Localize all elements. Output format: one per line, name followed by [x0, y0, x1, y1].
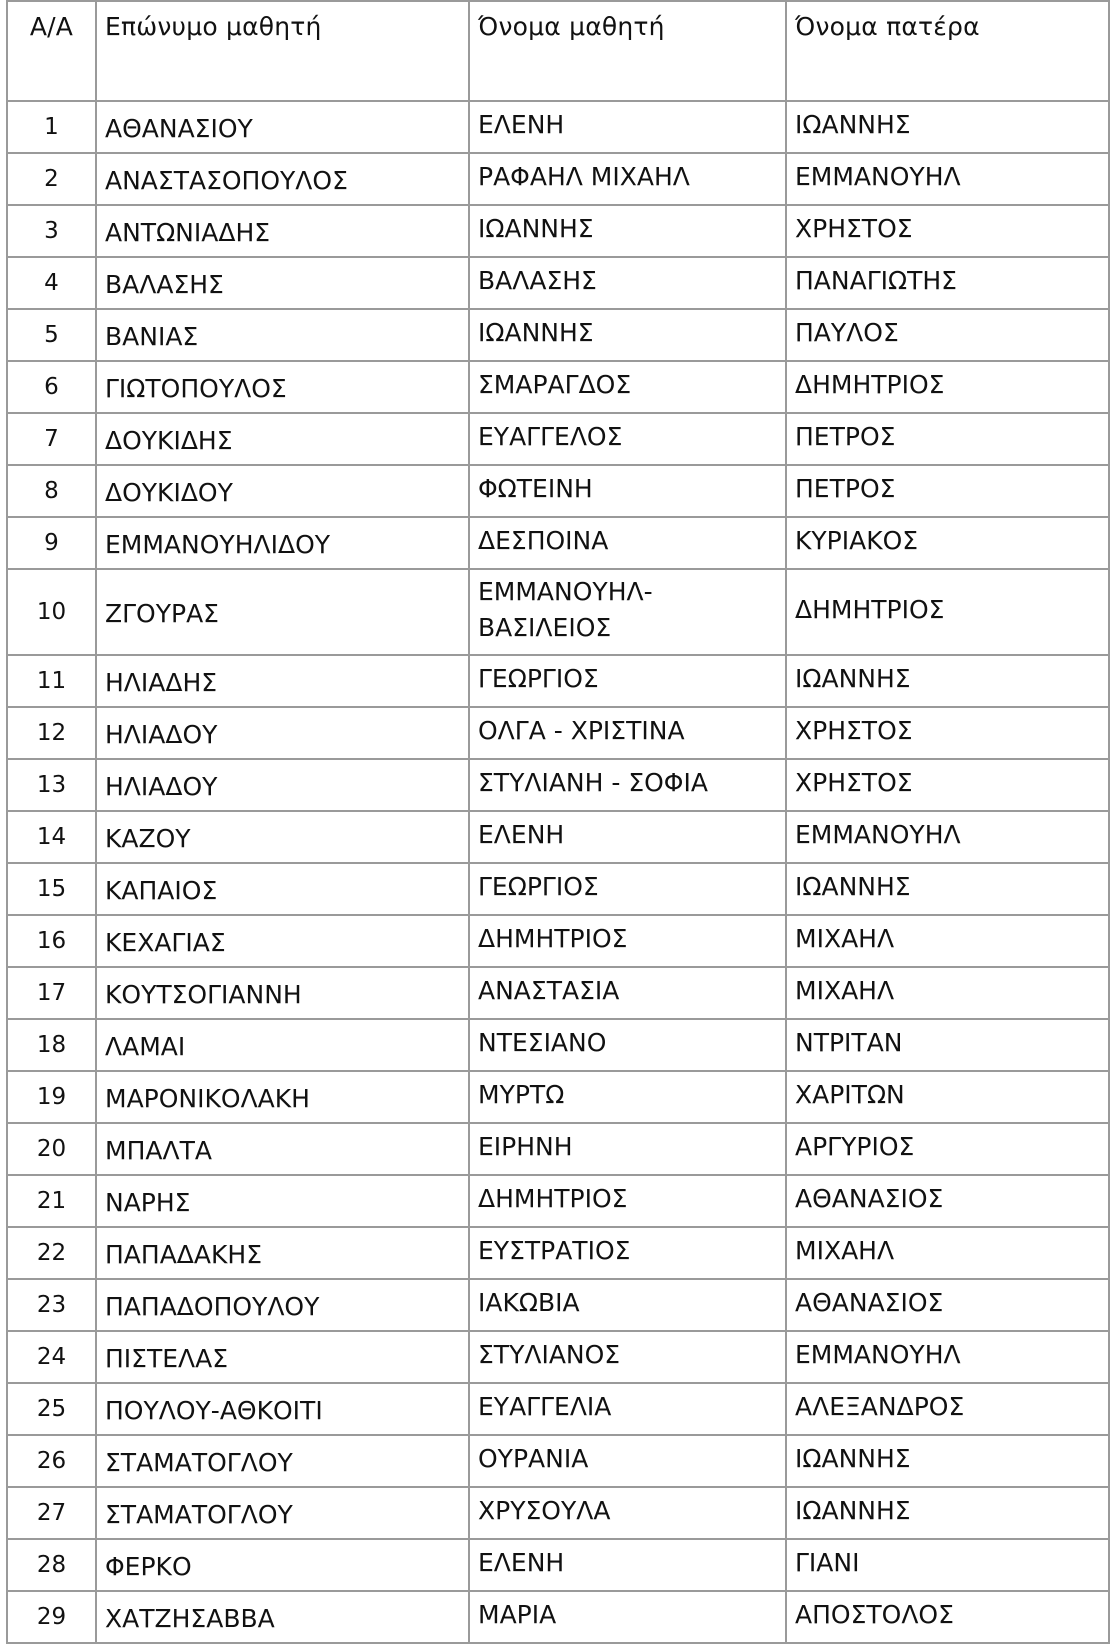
row-number: 24 — [36, 1344, 67, 1370]
row-surname-cell — [96, 915, 469, 967]
row-surname: ΣΤΑΜΑΤΟΓΛΟΥ — [105, 1500, 293, 1529]
row-surname: ΗΛΙΑΔΟΥ — [105, 720, 218, 749]
row-surname-cell — [96, 1539, 469, 1591]
row-father-name: ΑΛΕΞΑΝΔΡΟΣ — [795, 1392, 965, 1421]
row-name: ΣΜΑΡΑΓΔΟΣ — [478, 370, 632, 399]
row-name-cell — [469, 811, 786, 863]
row-number-cell — [7, 153, 96, 205]
table-row — [7, 1175, 1109, 1227]
row-father-name-cell — [786, 967, 1109, 1019]
row-number: 29 — [36, 1604, 67, 1630]
row-surname-cell — [96, 101, 469, 153]
row-number-cell — [7, 517, 96, 569]
row-number-cell — [7, 967, 96, 1019]
row-surname-cell — [96, 811, 469, 863]
row-name-cell — [469, 1019, 786, 1071]
row-name-cell — [469, 413, 786, 465]
row-surname-cell — [96, 569, 469, 655]
row-father-name-cell — [786, 1435, 1109, 1487]
row-name-cell — [469, 1279, 786, 1331]
row-father-name-cell — [786, 915, 1109, 967]
row-father-name: ΙΩΑΝΝΗΣ — [795, 110, 911, 139]
row-father-name: ΑΘΑΝΑΣΙΟΣ — [795, 1288, 944, 1317]
row-name-cell — [469, 153, 786, 205]
row-name: ΦΩΤΕΙΝΗ — [478, 474, 593, 503]
row-number-cell — [7, 707, 96, 759]
row-father-name: ΕΜΜΑΝΟΥΗΛ — [795, 820, 961, 849]
row-number-cell — [7, 1435, 96, 1487]
table-row — [7, 707, 1109, 759]
row-number-cell — [7, 863, 96, 915]
row-number: 14 — [36, 824, 67, 850]
row-father-name-cell — [786, 1331, 1109, 1383]
row-number-cell — [7, 569, 96, 655]
row-name-cell — [469, 1331, 786, 1383]
row-number-cell — [7, 1331, 96, 1383]
row-father-name-cell — [786, 707, 1109, 759]
row-surname: ΑΝΑΣΤΑΣΟΠΟΥΛΟΣ — [105, 166, 348, 195]
row-surname-cell — [96, 1071, 469, 1123]
row-father-name: ΧΡΗΣΤΟΣ — [795, 716, 913, 745]
row-father-name-cell — [786, 1591, 1109, 1643]
row-surname-cell — [96, 517, 469, 569]
row-surname: ΦΕΡΚΟ — [105, 1552, 192, 1581]
row-father-name: ΠΑΝΑΓΙΩΤΗΣ — [795, 266, 957, 295]
table-row — [7, 569, 1109, 655]
table-row — [7, 1591, 1109, 1643]
row-father-name-cell — [786, 1383, 1109, 1435]
table-row — [7, 1071, 1109, 1123]
table-row — [7, 517, 1109, 569]
row-number-cell — [7, 1227, 96, 1279]
row-name-cell — [469, 205, 786, 257]
table-row — [7, 153, 1109, 205]
row-surname: ΒΑΛΑΣΗΣ — [105, 270, 224, 299]
row-surname: ΗΛΙΑΔΗΣ — [105, 668, 218, 697]
row-surname-cell — [96, 205, 469, 257]
row-surname-cell — [96, 759, 469, 811]
row-surname-cell — [96, 1331, 469, 1383]
row-number: 23 — [36, 1292, 67, 1318]
row-father-name: ΚΥΡΙΑΚΟΣ — [795, 526, 919, 555]
row-name: ΔΗΜΗΤΡΙΟΣ — [478, 1184, 628, 1213]
row-number: 2 — [44, 166, 59, 192]
row-name-cell — [469, 1227, 786, 1279]
table-header — [7, 1, 1109, 101]
row-father-name: ΜΙΧΑΗΛ — [795, 1236, 895, 1265]
row-father-name: ΧΡΗΣΤΟΣ — [795, 768, 913, 797]
row-surname: ΗΛΙΑΔΟΥ — [105, 772, 218, 801]
row-name: ΕΜΜΑΝΟΥΗΛ- ΒΑΣΙΛΕΙΟΣ — [478, 577, 653, 642]
row-number: 19 — [36, 1084, 67, 1110]
row-surname-cell — [96, 1383, 469, 1435]
row-number: 25 — [36, 1396, 67, 1422]
row-name: ΑΝΑΣΤΑΣΙΑ — [478, 976, 620, 1005]
row-father-name-cell — [786, 361, 1109, 413]
table-row — [7, 1019, 1109, 1071]
table-body — [7, 101, 1109, 1643]
row-name: ΡΑΦΑΗΛ ΜΙΧΑΗΛ — [478, 162, 690, 191]
row-number: 17 — [36, 980, 67, 1006]
row-surname-cell — [96, 967, 469, 1019]
row-father-name: ΙΩΑΝΝΗΣ — [795, 664, 911, 693]
row-surname: ΜΑΡΟΝΙΚΟΛΑΚΗ — [105, 1084, 310, 1113]
row-number: 21 — [36, 1188, 67, 1214]
row-number: 5 — [44, 322, 59, 348]
row-name: ΝΤΕΣΙΑΝΟ — [478, 1028, 607, 1057]
row-surname: ΠΟΥΛΟΥ-ΑΘΚΟΙΤΙ — [105, 1396, 323, 1425]
row-name-cell — [469, 1591, 786, 1643]
row-number-cell — [7, 1071, 96, 1123]
row-name-cell — [469, 863, 786, 915]
row-name-cell — [469, 967, 786, 1019]
row-father-name: ΧΡΗΣΤΟΣ — [795, 214, 913, 243]
row-surname: ΒΑΝΙΑΣ — [105, 322, 199, 351]
row-number: 8 — [44, 478, 59, 504]
row-father-name-cell — [786, 1279, 1109, 1331]
row-surname-cell — [96, 655, 469, 707]
table-row — [7, 1435, 1109, 1487]
row-name-cell — [469, 361, 786, 413]
row-surname-cell — [96, 1279, 469, 1331]
row-name: ΕΥΑΓΓΕΛΟΣ — [478, 422, 623, 451]
row-name: ΕΙΡΗΝΗ — [478, 1132, 573, 1161]
row-surname: ΔΟΥΚΙΔΗΣ — [105, 426, 233, 455]
row-father-name: ΑΠΟΣΤΟΛΟΣ — [795, 1600, 954, 1629]
row-number-cell — [7, 759, 96, 811]
row-name-cell — [469, 1175, 786, 1227]
row-number-cell — [7, 1383, 96, 1435]
row-father-name-cell — [786, 309, 1109, 361]
row-surname: ΚΑΖΟΥ — [105, 824, 191, 853]
row-name-cell — [469, 101, 786, 153]
table-row — [7, 1539, 1109, 1591]
row-number: 18 — [36, 1032, 67, 1058]
row-surname-cell — [96, 1435, 469, 1487]
table-row — [7, 863, 1109, 915]
row-father-name: ΜΙΧΑΗΛ — [795, 976, 895, 1005]
row-name: ΕΥΣΤΡΑΤΙΟΣ — [478, 1236, 631, 1265]
row-father-name-cell — [786, 257, 1109, 309]
row-name: ΕΥΑΓΓΕΛΙΑ — [478, 1392, 612, 1421]
table-row — [7, 257, 1109, 309]
row-name-cell — [469, 759, 786, 811]
table-row — [7, 361, 1109, 413]
row-father-name-cell — [786, 1227, 1109, 1279]
row-surname: ΛΑΜΑΙ — [105, 1032, 186, 1061]
row-number: 1 — [44, 114, 59, 140]
row-name: ΓΕΩΡΓΙΟΣ — [478, 872, 599, 901]
row-surname: ΝΑΡΗΣ — [105, 1188, 191, 1217]
row-number: 16 — [36, 928, 67, 954]
table-row — [7, 811, 1109, 863]
row-number-cell — [7, 413, 96, 465]
row-father-name: ΓΙΑΝΙ — [795, 1548, 860, 1577]
row-name-cell — [469, 655, 786, 707]
row-surname-cell — [96, 465, 469, 517]
row-father-name-cell — [786, 1123, 1109, 1175]
row-name: ΔΗΜΗΤΡΙΟΣ — [478, 924, 628, 953]
row-number: 10 — [36, 599, 67, 625]
row-name-cell — [469, 257, 786, 309]
row-name: ΕΛΕΝΗ — [478, 110, 565, 139]
row-name: ΒΑΛΑΣΗΣ — [478, 266, 597, 295]
row-father-name: ΙΩΑΝΝΗΣ — [795, 1444, 911, 1473]
table-row — [7, 1279, 1109, 1331]
row-surname: ΣΤΑΜΑΤΟΓΛΟΥ — [105, 1448, 293, 1477]
student-table — [6, 0, 1110, 1644]
row-name: ΟΥΡΑΝΙΑ — [478, 1444, 589, 1473]
row-surname-cell — [96, 1591, 469, 1643]
row-name-cell — [469, 569, 786, 655]
row-surname-cell — [96, 361, 469, 413]
row-name-cell — [469, 1071, 786, 1123]
row-father-name-cell — [786, 1539, 1109, 1591]
row-name: ΕΛΕΝΗ — [478, 820, 565, 849]
row-number-cell — [7, 811, 96, 863]
row-number: 28 — [36, 1552, 67, 1578]
row-surname: ΓΙΩΤΟΠΟΥΛΟΣ — [105, 374, 287, 403]
row-number-cell — [7, 205, 96, 257]
row-number: 13 — [36, 772, 67, 798]
row-father-name-cell — [786, 811, 1109, 863]
row-father-name-cell — [786, 1175, 1109, 1227]
row-number: 11 — [36, 668, 67, 694]
row-number-cell — [7, 1123, 96, 1175]
row-number-cell — [7, 915, 96, 967]
row-father-name-cell — [786, 863, 1109, 915]
row-number-cell — [7, 1279, 96, 1331]
row-name: ΣΤΥΛΙΑΝΗ - ΣΟΦΙΑ — [478, 768, 708, 797]
row-father-name: ΕΜΜΑΝΟΥΗΛ — [795, 162, 961, 191]
row-surname-cell — [96, 257, 469, 309]
row-number-cell — [7, 1539, 96, 1591]
row-father-name: ΔΗΜΗΤΡΙΟΣ — [795, 370, 945, 399]
row-father-name-cell — [786, 1487, 1109, 1539]
row-number-cell — [7, 257, 96, 309]
row-father-name-cell — [786, 655, 1109, 707]
row-name: ΔΕΣΠΟΙΝΑ — [478, 526, 609, 555]
row-father-name-cell — [786, 465, 1109, 517]
row-surname-cell — [96, 1019, 469, 1071]
table-row — [7, 1227, 1109, 1279]
row-number-cell — [7, 1019, 96, 1071]
row-number-cell — [7, 101, 96, 153]
row-number-cell — [7, 465, 96, 517]
row-number: 3 — [44, 218, 59, 244]
row-name: ΓΕΩΡΓΙΟΣ — [478, 664, 599, 693]
table-row — [7, 413, 1109, 465]
table-row — [7, 1331, 1109, 1383]
header-number: Α/Α — [7, 1, 96, 101]
table-row — [7, 309, 1109, 361]
row-number: 4 — [44, 270, 59, 296]
row-number: 26 — [36, 1448, 67, 1474]
row-father-name-cell — [786, 1071, 1109, 1123]
table-row — [7, 915, 1109, 967]
row-father-name: ΙΩΑΝΝΗΣ — [795, 1496, 911, 1525]
row-name-cell — [469, 1435, 786, 1487]
row-number: 27 — [36, 1500, 67, 1526]
table-row — [7, 1383, 1109, 1435]
row-surname-cell — [96, 1487, 469, 1539]
row-name-cell — [469, 517, 786, 569]
row-father-name: ΙΩΑΝΝΗΣ — [795, 872, 911, 901]
row-father-name-cell — [786, 1019, 1109, 1071]
row-name: ΧΡΥΣΟΥΛΑ — [478, 1496, 611, 1525]
row-number-cell — [7, 655, 96, 707]
table-row — [7, 1487, 1109, 1539]
row-name: ΜΑΡΙΑ — [478, 1600, 557, 1629]
row-number-cell — [7, 309, 96, 361]
row-name: ΙΩΑΝΝΗΣ — [478, 214, 594, 243]
table-row — [7, 101, 1109, 153]
table-row — [7, 655, 1109, 707]
row-surname: ΚΑΠΑΙΟΣ — [105, 876, 218, 905]
table-row — [7, 465, 1109, 517]
row-number: 7 — [44, 426, 59, 452]
row-father-name: ΠΕΤΡΟΣ — [795, 474, 896, 503]
header-surname: Επώνυμο μαθητή — [96, 1, 469, 101]
row-surname: ΑΘΑΝΑΣΙΟΥ — [105, 114, 253, 143]
row-name: ΟΛΓΑ - ΧΡΙΣΤΙΝΑ — [478, 716, 685, 745]
row-name: ΙΑΚΩΒΙΑ — [478, 1288, 580, 1317]
row-number: 9 — [44, 530, 59, 556]
row-surname-cell — [96, 863, 469, 915]
row-name-cell — [469, 1539, 786, 1591]
row-father-name: ΕΜΜΑΝΟΥΗΛ — [795, 1340, 961, 1369]
student-list-document — [6, 0, 1108, 1644]
row-number-cell — [7, 1591, 96, 1643]
row-surname: ΑΝΤΩΝΙΑΔΗΣ — [105, 218, 271, 247]
row-father-name-cell — [786, 569, 1109, 655]
row-number: 22 — [36, 1240, 67, 1266]
row-father-name: ΧΑΡΙΤΩΝ — [795, 1080, 905, 1109]
table-row — [7, 1123, 1109, 1175]
row-surname-cell — [96, 413, 469, 465]
row-father-name-cell — [786, 413, 1109, 465]
row-father-name: ΔΗΜΗΤΡΙΟΣ — [795, 595, 945, 624]
row-surname-cell — [96, 309, 469, 361]
table-row — [7, 205, 1109, 257]
row-surname-cell — [96, 707, 469, 759]
row-number: 15 — [36, 876, 67, 902]
row-number: 6 — [44, 374, 59, 400]
row-surname: ΕΜΜΑΝΟΥΗΛΙΔΟΥ — [105, 530, 331, 559]
row-father-name: ΝΤΡΙΤΑΝ — [795, 1028, 903, 1057]
row-name: ΜΥΡΤΩ — [478, 1080, 565, 1109]
row-name-cell — [469, 707, 786, 759]
row-number-cell — [7, 1175, 96, 1227]
table-row — [7, 759, 1109, 811]
row-father-name: ΜΙΧΑΗΛ — [795, 924, 895, 953]
row-father-name-cell — [786, 517, 1109, 569]
row-number-cell — [7, 361, 96, 413]
row-name: ΙΩΑΝΝΗΣ — [478, 318, 594, 347]
row-number: 20 — [36, 1136, 67, 1162]
row-surname: ΧΑΤΖΗΣΑΒΒΑ — [105, 1604, 275, 1633]
row-surname-cell — [96, 1227, 469, 1279]
header-row — [7, 1, 1109, 101]
row-surname: ΚΕΧΑΓΙΑΣ — [105, 928, 226, 957]
row-name-cell — [469, 1123, 786, 1175]
header-father: Όνομα πατέρα — [786, 1, 1109, 101]
row-father-name-cell — [786, 759, 1109, 811]
row-surname: ΖΓΟΥΡΑΣ — [105, 599, 219, 628]
row-surname: ΚΟΥΤΣΟΓΙΑΝΝΗ — [105, 980, 302, 1009]
row-name: ΣΤΥΛΙΑΝΟΣ — [478, 1340, 621, 1369]
table-row — [7, 967, 1109, 1019]
row-surname: ΔΟΥΚΙΔΟΥ — [105, 478, 233, 507]
row-surname: ΜΠΑΛΤΑ — [105, 1136, 212, 1165]
row-father-name: ΠΕΤΡΟΣ — [795, 422, 896, 451]
row-father-name: ΠΑΥΛΟΣ — [795, 318, 899, 347]
row-father-name-cell — [786, 153, 1109, 205]
row-name-cell — [469, 1383, 786, 1435]
row-name: ΕΛΕΝΗ — [478, 1548, 565, 1577]
row-name-cell — [469, 1487, 786, 1539]
row-father-name: ΑΘΑΝΑΣΙΟΣ — [795, 1184, 944, 1213]
row-surname: ΠΙΣΤΕΛΑΣ — [105, 1344, 229, 1373]
row-surname-cell — [96, 1123, 469, 1175]
row-name-cell — [469, 465, 786, 517]
row-father-name: ΑΡΓΥΡΙΟΣ — [795, 1132, 915, 1161]
row-name-cell — [469, 309, 786, 361]
row-name-cell — [469, 915, 786, 967]
header-name: Όνομα μαθητή — [469, 1, 786, 101]
row-surname: ΠΑΠΑΔΟΠΟΥΛΟΥ — [105, 1292, 320, 1321]
row-father-name-cell — [786, 205, 1109, 257]
row-number: 12 — [36, 720, 67, 746]
row-surname-cell — [96, 153, 469, 205]
row-surname: ΠΑΠΑΔΑΚΗΣ — [105, 1240, 262, 1269]
row-father-name-cell — [786, 101, 1109, 153]
row-surname-cell — [96, 1175, 469, 1227]
row-number-cell — [7, 1487, 96, 1539]
